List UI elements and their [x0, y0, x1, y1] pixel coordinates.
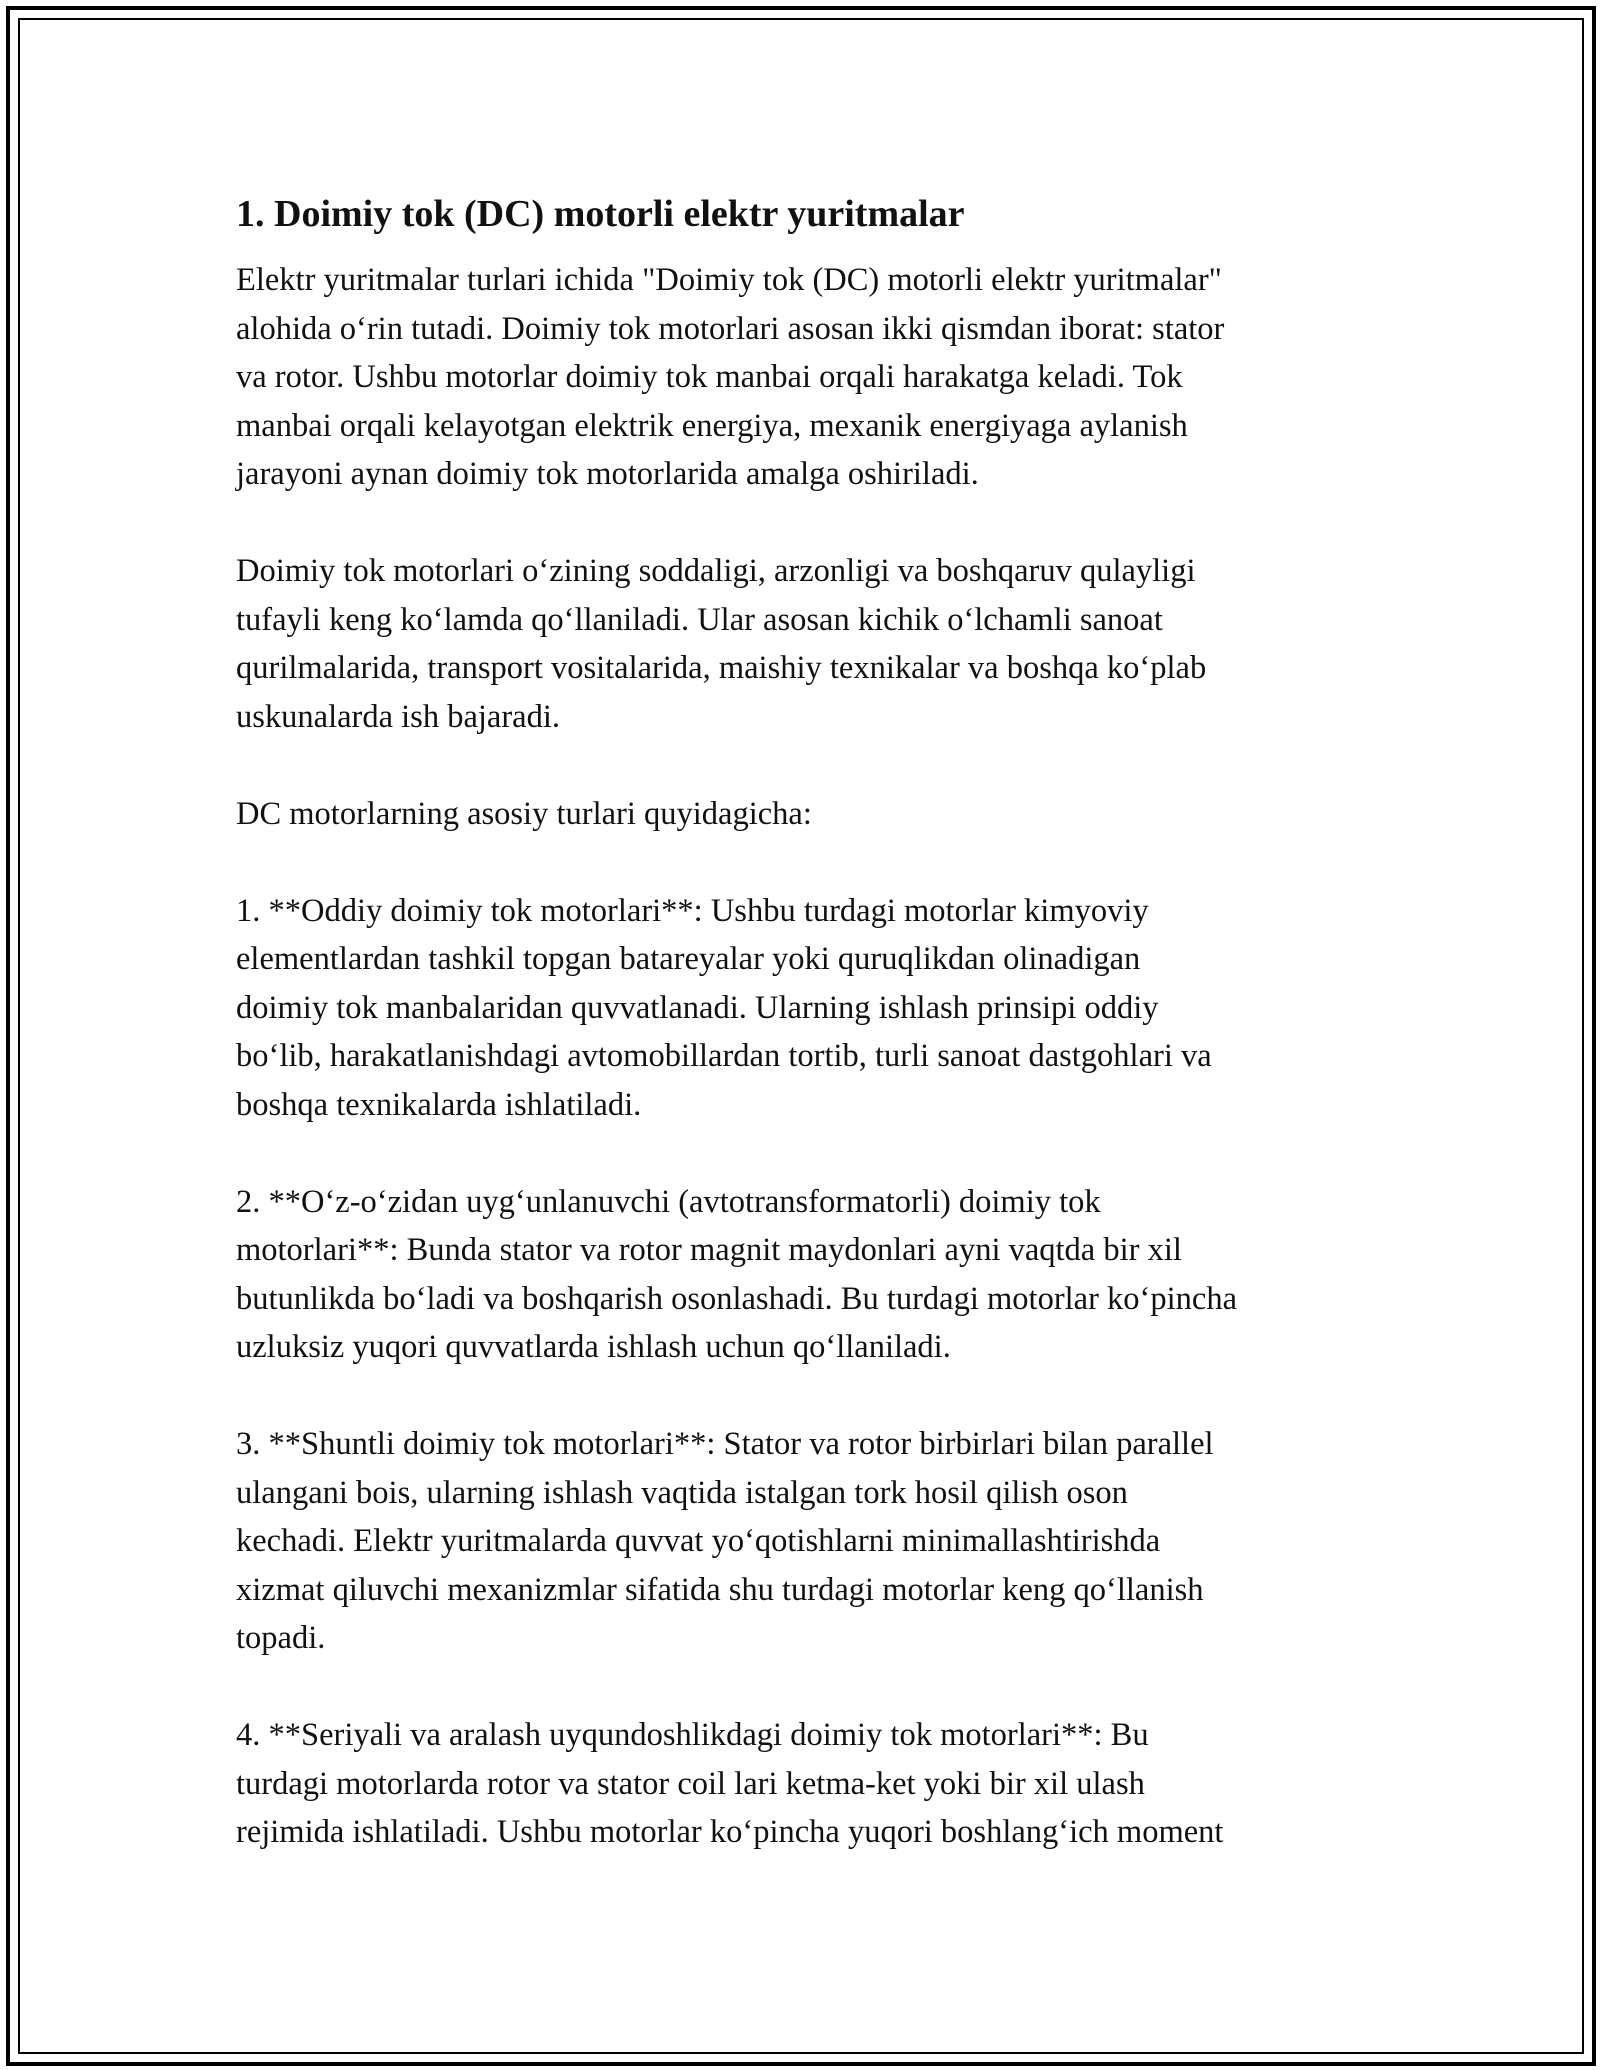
text-line: elementlardan tashkil topgan batareyalar yoki quruqlikdan olinadigan — [236, 941, 1141, 977]
text-line: doimiy tok manbalaridan quvvatlanadi. Ularning ishlash prinsipi oddiy — [236, 989, 1159, 1026]
document-body — [236, 186, 1376, 1857]
paragraph-usage — [236, 547, 1376, 741]
paragraph-types-intro — [236, 790, 1376, 839]
text-line: turdagi motorlarda rotor va stator coil lari ketma-ket yoki bir xil ulash — [236, 1765, 1145, 1802]
text-line: Doimiy tok motorlari o‘zining soddaligi, arzonligi va boshqaruv qulayligi — [236, 553, 1196, 589]
text-line: uzluksiz yuqori quvvatlarda ishlash uchun qo‘llaniladi. — [236, 1329, 951, 1365]
text-line: bo‘lib, harakatlanishdagi avtomobillardan tortib, turli sanoat dastgohlari va — [236, 1038, 1212, 1074]
list-item-1 — [236, 887, 1376, 1130]
text-line: motorlari**: Bunda stator va rotor magnit maydonlari ayni vaqtda bir xil — [236, 1232, 1182, 1268]
paragraph-intro — [236, 256, 1376, 499]
text-line: qurilmalarida, transport vositalarida, maishiy texnikalar va boshqa ko‘plab — [236, 650, 1207, 686]
text-line: rejimida ishlatiladi. Ushbu motorlar ko‘pincha yuqori boshlang‘ich moment — [236, 1814, 1224, 1850]
list-item-2 — [236, 1178, 1376, 1372]
text-line: manbai orqali kelayotgan elektrik energiya, mexanik energiyaga aylanish — [236, 407, 1188, 444]
text-line: xizmat qiluvchi mexanizmlar sifatida shu turdagi motorlar keng qo‘llanish — [236, 1571, 1204, 1608]
text-line: topadi. — [236, 1620, 326, 1656]
text-line: 1. **Oddiy doimiy tok motorlari**: Ushbu turdagi motorlar kimyoviy — [236, 892, 1149, 929]
text-line: Elektr yuritmalar turlari ichida "Doimiy tok (DC) motorli elektr yuritmalar" — [236, 262, 1222, 298]
text-line: kechadi. Elektr yuritmalarda quvvat yo‘qotishlarni minimallashtirishda — [236, 1523, 1161, 1559]
section-title: 1. Doimiy tok (DC) motorli elektr yuritmalar — [236, 193, 965, 235]
text-line: DC motorlarning asosiy turlari quyidagicha: — [236, 795, 812, 832]
text-line: butunlikda bo‘ladi va boshqarish osonlashadi. Bu turdagi motorlar ko‘pincha — [236, 1280, 1237, 1317]
list-item-3 — [236, 1420, 1376, 1663]
text-line: boshqa texnikalarda ishlatiladi. — [236, 1086, 642, 1123]
text-line: jarayoni aynan doimiy tok motorlarida amalga oshiriladi. — [236, 456, 979, 492]
text-line: 3. **Shuntli doimiy tok motorlari**: Stator va rotor birbirlari bilan parallel — [236, 1426, 1214, 1462]
text-line: uskunalarda ish bajaradi. — [236, 698, 560, 735]
text-line: ulangani bois, ularning ishlash vaqtida istalgan tork hosil qilish oson — [236, 1474, 1128, 1511]
text-line: va rotor. Ushbu motorlar doimiy tok manbai orqali harakatga keladi. Tok — [236, 359, 1183, 395]
text-line: alohida o‘rin tutadi. Doimiy tok motorlari asosan ikki qismdan iborat: stator — [236, 310, 1225, 347]
text-line: tufayli keng ko‘lamda qo‘llaniladi. Ular asosan kichik o‘lchamli sanoat — [236, 601, 1163, 638]
text-line: 2. **O‘z-o‘zidan uyg‘unlanuvchi (avtotransformatorli) doimiy tok — [236, 1183, 1101, 1220]
list-item-4 — [236, 1711, 1376, 1857]
text-line: 4. **Seriyali va aralash uyqundoshlikdagi doimiy tok motorlari**: Bu — [236, 1717, 1149, 1753]
